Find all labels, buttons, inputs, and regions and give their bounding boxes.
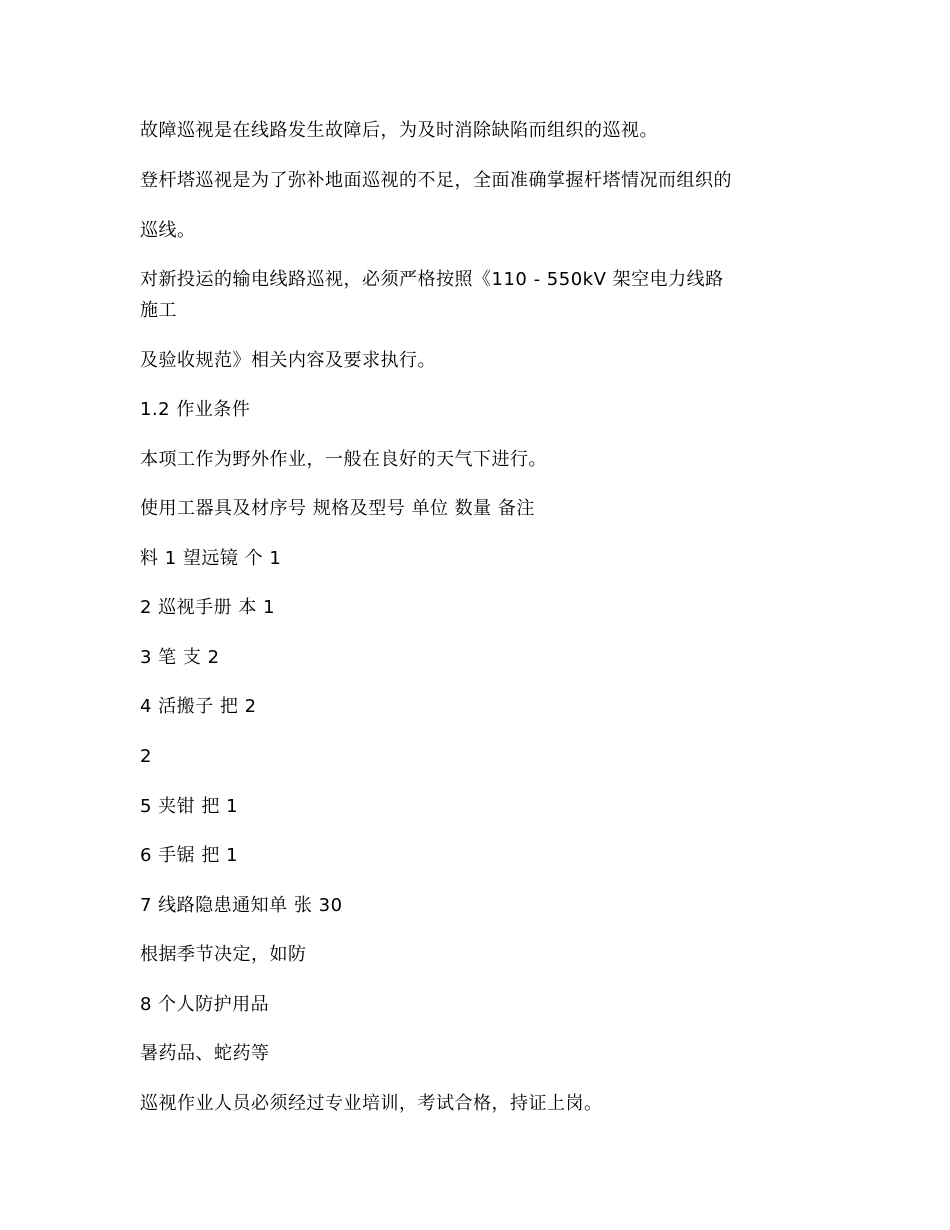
- table-row: 5 夹钳 把 1: [140, 796, 239, 817]
- text-line: 登杆塔巡视是为了弥补地面巡视的不足，全面准确掌握杆塔情况而组织的: [140, 170, 732, 191]
- table-row: 2: [140, 746, 152, 767]
- table-row: 8 个人防护用品: [140, 994, 270, 1015]
- table-row: 4 活搬子 把 2: [140, 696, 257, 717]
- table-header-line: 使用工器具及材序号 规格及型号 单位 数量 备注: [140, 498, 535, 519]
- table-row: 根据季节决定，如防: [140, 944, 307, 965]
- table-row: 料 1 望远镜 个 1: [140, 548, 282, 569]
- text-line: 巡视作业人员必须经过专业培训，考试合格，持证上岗。: [140, 1093, 603, 1114]
- text-line: 及验收规范》相关内容及要求执行。: [140, 350, 436, 371]
- table-row: 2 巡视手册 本 1: [140, 597, 276, 618]
- text-line: 本项工作为野外作业，一般在良好的天气下进行。: [140, 449, 547, 470]
- table-row: 6 手锯 把 1: [140, 845, 239, 866]
- table-row: 暑药品、蛇药等: [140, 1043, 270, 1064]
- text-line: 故障巡视是在线路发生故障后，为及时消除缺陷而组织的巡视。: [140, 120, 658, 141]
- table-row: 3 笔 支 2: [140, 647, 220, 668]
- text-line: 对新投运的输电线路巡视，必须严格按照《110 - 550kV 架空电力线路: [140, 269, 724, 290]
- text-line: 施工: [140, 300, 177, 321]
- section-heading: 1.2 作业条件: [140, 399, 251, 420]
- table-row: 7 线路隐患通知单 张 30: [140, 895, 343, 916]
- text-line: 巡线。: [140, 220, 196, 241]
